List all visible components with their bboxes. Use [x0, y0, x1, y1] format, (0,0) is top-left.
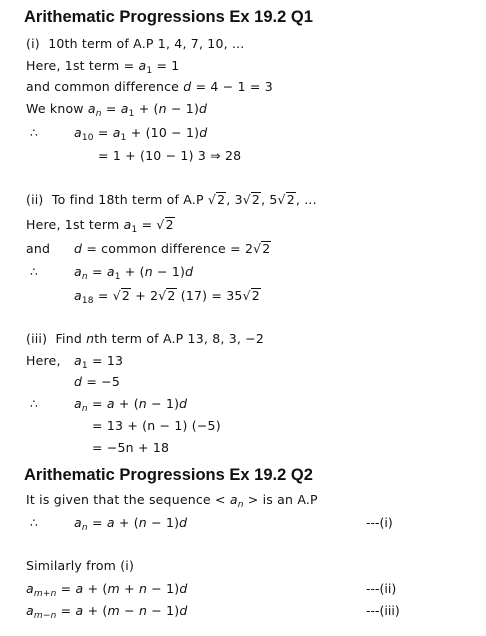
- q1-part-iii-question: (iii) Find nth term of A.P 13, 8, 3, −2: [26, 331, 265, 346]
- q2-intro: It is given that the sequence < $a_n$ > is an A.P: [26, 492, 318, 510]
- q1-ii-first-term: Here, 1st term $a_1 = √2$: [26, 217, 174, 235]
- q2-heading: Arithematic Progressions Ex 19.2 Q2: [24, 466, 313, 484]
- q1-iii-formula: $a_n = a + (n - 1)d$: [74, 396, 188, 414]
- equation-ref-iii: ---(iii): [366, 603, 400, 618]
- q1-iii-step1: = 13 + (n − 1) (−5): [92, 418, 221, 433]
- q1-part-ii-question: (ii) To find 18th term of A.P √2, 3√2, 5√2, ...: [26, 192, 317, 207]
- q1-i-step2: = 1 + (10 − 1) 3 ⇒ 28: [98, 148, 242, 163]
- therefore-symbol: ∴: [30, 396, 39, 411]
- q1-i-step1: $a_{10} = a_1 + (10 - 1)d$: [74, 125, 208, 143]
- q2-equation-iii: $a_{m-n} = a + (m - n - 1)d$: [26, 603, 188, 621]
- q1-iii-first-term: $a_1 = 13$: [74, 353, 124, 371]
- therefore-symbol: ∴: [30, 264, 39, 279]
- q1-i-common-difference: and common difference d = 4 − 1 = 3: [26, 79, 273, 94]
- q2-equation-i: $a_n = a + (n - 1)d$: [74, 515, 188, 533]
- q1-part-i-question: (i) 10th term of A.P 1, 4, 7, 10, ...: [26, 36, 245, 51]
- q1-iii-difference: d = −5: [74, 374, 121, 389]
- q1-ii-step2: $a_{18} = √2 + 2√2$ (17) = 35√2: [74, 288, 260, 306]
- q1-ii-and: and: [26, 241, 51, 256]
- q1-iii-step2: = −5n + 18: [92, 440, 170, 455]
- q1-i-formula: We know $a_n = a_1 + (n - 1)d$: [26, 101, 208, 119]
- q1-ii-common-difference: d = common difference = 2√2: [74, 241, 271, 256]
- q1-i-first-term: Here, 1st term = $a_1 = 1$: [26, 58, 180, 76]
- q1-iii-here: Here,: [26, 353, 61, 368]
- therefore-symbol: ∴: [30, 125, 39, 140]
- q2-similarly: Similarly from (i): [26, 558, 135, 573]
- q1-ii-formula: $a_n = a_1 + (n - 1)d$: [74, 264, 194, 282]
- equation-ref-i: ---(i): [366, 515, 393, 530]
- q1-heading: Arithematic Progressions Ex 19.2 Q1: [24, 8, 313, 26]
- q2-equation-ii: $a_{m+n} = a + (m + n - 1)d$: [26, 581, 188, 599]
- therefore-symbol: ∴: [30, 515, 39, 530]
- equation-ref-ii: ---(ii): [366, 581, 397, 596]
